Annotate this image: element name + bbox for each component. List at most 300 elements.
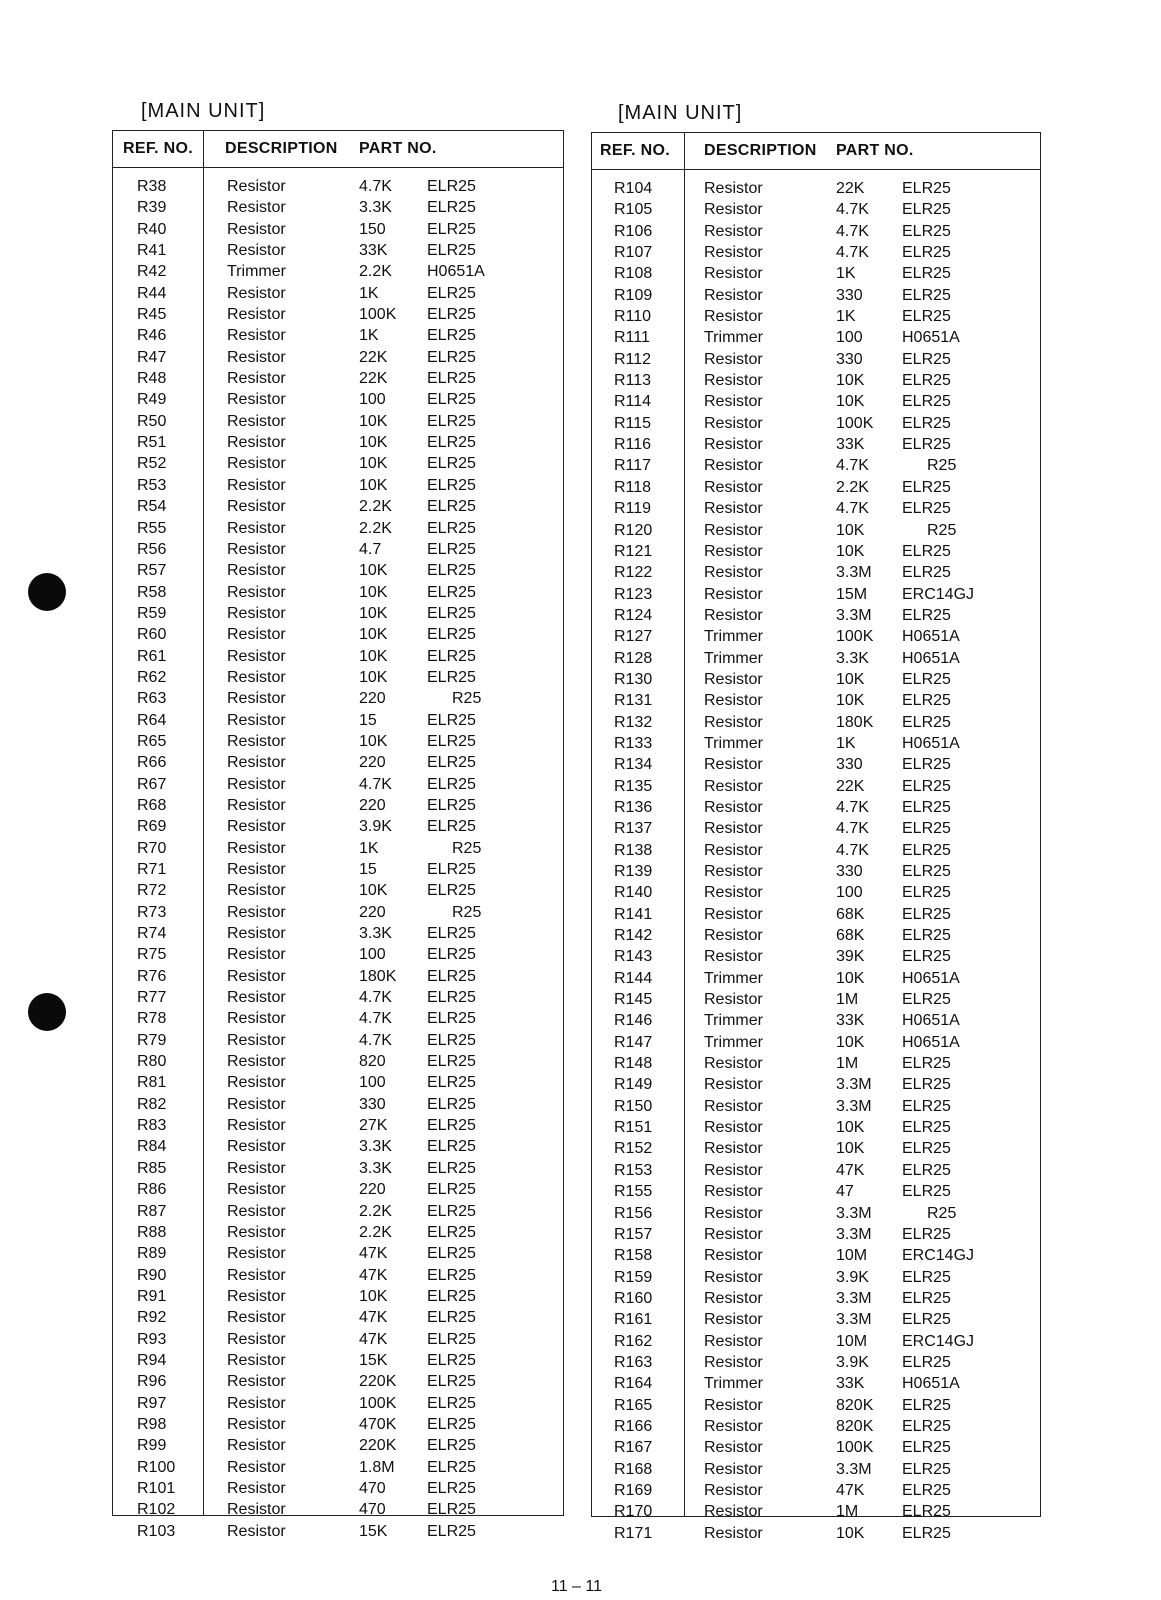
description-cell: Resistor — [227, 519, 286, 537]
value-cell: 4.7K — [836, 222, 869, 240]
value-cell: 3.3M — [836, 1289, 872, 1307]
table-row — [113, 1265, 563, 1286]
ref-no-cell: R105 — [614, 201, 653, 219]
table-row — [592, 1160, 1040, 1181]
ref-no-cell: R123 — [614, 585, 653, 603]
value-cell: 100 — [836, 329, 863, 347]
ref-no-cell: R122 — [614, 564, 653, 582]
value-cell: 220 — [359, 754, 386, 772]
part-no-cell: ELR25 — [902, 670, 951, 688]
description-cell: Resistor — [227, 626, 286, 644]
table-row — [113, 1136, 563, 1157]
table-row — [592, 306, 1040, 327]
description-cell: Resistor — [704, 1247, 763, 1265]
description-cell: Resistor — [704, 1417, 763, 1435]
description-cell: Resistor — [227, 861, 286, 878]
description-cell: Resistor — [704, 820, 763, 838]
description-cell: Resistor — [227, 1458, 286, 1476]
ref-no-cell: R159 — [614, 1268, 653, 1286]
value-cell: 4.7K — [359, 178, 392, 195]
table-row — [113, 197, 563, 218]
ref-no-cell: R46 — [137, 327, 167, 345]
description-cell: Resistor — [227, 562, 286, 580]
table-row — [113, 710, 563, 731]
ref-no-cell: R71 — [137, 861, 167, 878]
part-no-cell: R25 — [927, 1204, 957, 1222]
table-row — [592, 1096, 1040, 1117]
description-cell: Resistor — [227, 882, 286, 900]
part-no-cell: ELR25 — [427, 754, 476, 772]
left-parts-table — [112, 130, 564, 1540]
part-no-cell: ELR25 — [902, 1289, 951, 1307]
ref-no-cell: R109 — [614, 286, 653, 304]
value-cell: 100K — [836, 628, 874, 646]
part-no-cell: H0651A — [902, 734, 960, 752]
description-cell: Resistor — [227, 1010, 286, 1028]
part-no-cell: ELR25 — [427, 1373, 476, 1391]
part-no-cell: H0651A — [902, 969, 960, 987]
description-cell: Resistor — [227, 1181, 286, 1199]
description-cell: Trimmer — [227, 263, 286, 281]
ref-no-header: REF. NO. — [123, 140, 193, 157]
table-row — [592, 1395, 1040, 1416]
description-cell: Resistor — [227, 1330, 286, 1348]
table-row — [592, 327, 1040, 348]
ref-no-cell: R167 — [614, 1439, 653, 1457]
value-cell: 4.7K — [836, 841, 869, 859]
description-cell: Resistor — [227, 711, 286, 729]
description-cell: Resistor — [704, 1460, 763, 1478]
value-cell: 10K — [359, 562, 388, 580]
ref-no-cell: R158 — [614, 1247, 653, 1265]
value-cell: 3.3K — [359, 1138, 392, 1156]
description-cell: Resistor — [227, 1031, 286, 1049]
table-row — [592, 370, 1040, 391]
part-no-cell: ELR25 — [902, 798, 951, 816]
description-cell: Resistor — [227, 903, 286, 921]
ref-no-cell: R61 — [137, 647, 167, 665]
part-no-cell: ELR25 — [902, 927, 951, 945]
value-cell: 68K — [836, 927, 865, 945]
table-row — [113, 838, 563, 859]
value-cell: 10K — [359, 455, 388, 473]
description-cell: Resistor — [227, 220, 286, 238]
ref-no-cell: R145 — [614, 991, 653, 1009]
value-cell: 1K — [836, 265, 856, 283]
description-cell: Resistor — [704, 244, 763, 262]
part-no-cell: ELR25 — [427, 967, 476, 985]
description-cell: Resistor — [704, 713, 763, 731]
table-row — [592, 1074, 1040, 1095]
right-parts-table — [591, 132, 1041, 1542]
ref-no-cell: R65 — [137, 732, 167, 750]
ref-no-cell: R70 — [137, 839, 167, 857]
value-cell: 33K — [359, 242, 388, 260]
ref-no-cell: R48 — [137, 370, 167, 388]
part-no-cell: ELR25 — [427, 455, 476, 473]
description-cell: Resistor — [704, 521, 763, 539]
ref-no-cell: R99 — [137, 1437, 167, 1455]
description-cell: Resistor — [704, 756, 763, 774]
description-cell: Resistor — [704, 606, 763, 624]
part-no-cell: ELR25 — [902, 1353, 951, 1371]
ref-no-cell: R114 — [614, 393, 652, 411]
value-cell: 1M — [836, 1503, 859, 1521]
table-row — [592, 1032, 1040, 1053]
value-cell: 22K — [359, 348, 388, 366]
ref-no-cell: R96 — [137, 1373, 167, 1391]
value-cell: 3.3K — [359, 1159, 392, 1177]
description-cell: Resistor — [704, 1311, 763, 1329]
ref-no-cell: R44 — [137, 284, 167, 302]
part-no-cell: ELR25 — [902, 777, 951, 795]
value-cell: 10K — [836, 372, 865, 390]
value-cell: 10K — [359, 604, 388, 622]
table-row — [113, 1222, 563, 1243]
table-row — [113, 1435, 563, 1456]
part-no-cell: ELR25 — [902, 884, 951, 902]
part-no-cell: ELR25 — [902, 1140, 951, 1158]
table-row — [592, 391, 1040, 412]
description-cell: Resistor — [227, 1138, 286, 1156]
description-cell: Resistor — [704, 1503, 763, 1521]
ref-no-cell: R91 — [137, 1287, 167, 1305]
ref-no-cell: R57 — [137, 562, 167, 580]
ref-no-cell: R155 — [614, 1183, 653, 1201]
ref-no-cell: R151 — [614, 1119, 653, 1137]
part-no-cell: ERC14GJ — [902, 585, 975, 603]
description-cell: Resistor — [227, 1095, 286, 1113]
part-no-cell: ELR25 — [427, 775, 476, 793]
table-row — [592, 968, 1040, 989]
ref-no-cell: R60 — [137, 626, 167, 644]
description-cell: Resistor — [704, 542, 763, 560]
part-no-cell: ELR25 — [427, 1245, 476, 1263]
value-cell: 3.3K — [836, 649, 869, 667]
part-no-cell: ELR25 — [427, 1202, 476, 1220]
table-row — [592, 562, 1040, 583]
table-row — [113, 944, 563, 965]
description-cell: Resistor — [227, 434, 286, 452]
table-row — [592, 754, 1040, 775]
table-row — [592, 946, 1040, 967]
part-no-cell: ELR25 — [902, 564, 951, 582]
part-no-cell: ELR25 — [427, 1458, 476, 1476]
value-cell: 2.2K — [359, 263, 392, 281]
ref-no-cell: R89 — [137, 1245, 167, 1263]
table-row — [113, 261, 563, 282]
description-cell: Resistor — [227, 1223, 286, 1241]
table-row — [592, 520, 1040, 541]
ref-no-cell: R84 — [137, 1138, 167, 1156]
ref-no-cell: R110 — [614, 308, 652, 326]
description-cell: Resistor — [704, 863, 763, 880]
table-row — [113, 1393, 563, 1414]
table-row — [113, 987, 563, 1008]
part-no-cell: ELR25 — [427, 220, 476, 238]
description-cell: Resistor — [227, 1501, 286, 1519]
value-cell: 22K — [836, 777, 865, 795]
description-cell: Resistor — [227, 647, 286, 665]
part-no-cell: R25 — [452, 690, 482, 708]
value-cell: 330 — [836, 863, 863, 880]
ref-no-cell: R40 — [137, 220, 167, 238]
ref-no-cell: R38 — [137, 178, 167, 195]
ref-no-cell: R144 — [614, 969, 653, 987]
part-no-cell: ELR25 — [427, 540, 476, 558]
part-no-cell: ELR25 — [427, 498, 476, 516]
table-row — [592, 455, 1040, 476]
ref-no-cell: R146 — [614, 1012, 653, 1030]
part-no-cell: ELR25 — [902, 606, 951, 624]
value-cell: 15 — [359, 861, 377, 878]
part-no-cell: ELR25 — [902, 1183, 951, 1201]
table-row — [113, 880, 563, 901]
part-no-cell: H0651A — [902, 1375, 960, 1393]
value-cell: 1M — [836, 1055, 859, 1073]
description-cell: Resistor — [704, 777, 763, 795]
part-no-cell: ELR25 — [902, 713, 951, 731]
description-cell: Resistor — [227, 946, 286, 964]
table-row — [113, 582, 563, 603]
description-cell: Resistor — [227, 925, 286, 943]
description-cell: Resistor — [704, 927, 763, 945]
description-cell: Resistor — [704, 1396, 763, 1414]
ref-no-cell: R67 — [137, 775, 167, 793]
value-cell: 2.2K — [836, 478, 869, 496]
ref-no-cell: R83 — [137, 1117, 167, 1135]
value-cell: 10K — [836, 670, 865, 688]
table-row — [592, 285, 1040, 306]
table-row — [113, 731, 563, 752]
part-no-cell: ELR25 — [427, 1223, 476, 1241]
description-cell: Resistor — [704, 585, 763, 603]
part-no-cell: ELR25 — [902, 265, 951, 283]
ref-no-cell: R115 — [614, 414, 652, 432]
part-no-cell: ELR25 — [427, 711, 476, 729]
value-cell: 330 — [359, 1095, 386, 1113]
table-row — [592, 840, 1040, 861]
description-cell: Resistor — [227, 1266, 286, 1284]
value-cell: 33K — [836, 1012, 865, 1030]
part-no-cell: H0651A — [427, 263, 485, 281]
value-cell: 10K — [359, 732, 388, 750]
part-no-cell: ELR25 — [902, 948, 951, 966]
description-cell: Resistor — [704, 948, 763, 966]
table-row — [592, 989, 1040, 1010]
part-no-cell: ELR25 — [427, 1330, 476, 1348]
part-no-cell: ELR25 — [427, 1287, 476, 1305]
ref-no-cell: R135 — [614, 777, 653, 795]
ref-no-cell: R90 — [137, 1266, 167, 1284]
ref-no-cell: R42 — [137, 263, 167, 281]
table-row — [592, 626, 1040, 647]
part-no-cell: R25 — [927, 521, 957, 539]
right-table-rows — [592, 178, 1040, 1544]
value-cell: 68K — [836, 905, 865, 923]
ref-no-cell: R39 — [137, 199, 167, 217]
description-cell: Resistor — [227, 796, 286, 814]
value-cell: 100 — [359, 946, 386, 964]
value-cell: 27K — [359, 1117, 388, 1135]
ref-no-cell: R124 — [614, 606, 653, 624]
value-cell: 1K — [359, 327, 379, 345]
description-cell: Resistor — [704, 1204, 763, 1222]
value-cell: 2.2K — [359, 498, 392, 516]
value-cell: 10K — [359, 583, 388, 601]
value-cell: 220 — [359, 690, 386, 708]
table-row — [113, 1051, 563, 1072]
table-row — [113, 752, 563, 773]
ref-no-cell: R134 — [614, 756, 653, 774]
description-cell: Resistor — [227, 690, 286, 708]
part-no-cell: ELR25 — [427, 1181, 476, 1199]
value-cell: 15K — [359, 1522, 388, 1540]
ref-no-cell: R107 — [614, 244, 653, 262]
part-no-cell: H0651A — [902, 1012, 960, 1030]
table-row — [592, 221, 1040, 242]
part-no-cell: ELR25 — [902, 286, 951, 304]
part-no-cell: ELR25 — [427, 1501, 476, 1519]
value-cell: 3.3M — [836, 564, 872, 582]
value-cell: 220K — [359, 1437, 397, 1455]
ref-no-cell: R94 — [137, 1351, 167, 1369]
description-cell: Trimmer — [704, 1033, 763, 1051]
ref-no-cell: R166 — [614, 1417, 653, 1435]
description-cell: Resistor — [704, 222, 763, 240]
table-row — [592, 1501, 1040, 1522]
table-row — [592, 925, 1040, 946]
part-no-cell: ELR25 — [427, 178, 476, 195]
ref-no-cell: R76 — [137, 967, 167, 985]
ref-no-cell: R101 — [137, 1479, 176, 1497]
part-no-cell: ELR25 — [427, 1415, 476, 1433]
ref-no-cell: R106 — [614, 222, 653, 240]
part-no-cell: ELR25 — [427, 1479, 476, 1497]
table-row — [592, 797, 1040, 818]
part-no-cell: ELR25 — [902, 500, 951, 518]
value-cell: 4.7K — [359, 989, 392, 1007]
ref-no-cell: R47 — [137, 348, 167, 366]
table-row — [113, 453, 563, 474]
value-cell: 3.3M — [836, 1225, 872, 1243]
ref-no-cell: R157 — [614, 1225, 653, 1243]
ref-no-cell: R51 — [137, 434, 167, 452]
value-cell: 22K — [359, 370, 388, 388]
ref-no-cell: R142 — [614, 927, 653, 945]
description-cell: Resistor — [704, 286, 763, 304]
table-row — [592, 712, 1040, 733]
ref-no-cell: R86 — [137, 1181, 167, 1199]
part-no-cell: ELR25 — [427, 562, 476, 580]
table-row — [113, 240, 563, 261]
ref-no-header: REF. NO. — [600, 142, 670, 159]
ref-no-cell: R119 — [614, 500, 652, 518]
table-row — [113, 667, 563, 688]
part-no-cell: ELR25 — [427, 1309, 476, 1327]
part-no-cell: ELR25 — [902, 991, 951, 1009]
description-cell: Resistor — [704, 350, 763, 368]
value-cell: 4.7K — [836, 244, 869, 262]
table-row — [592, 1523, 1040, 1544]
ref-no-cell: R137 — [614, 820, 653, 838]
value-cell: 4.7K — [836, 201, 869, 219]
part-no-cell: ELR25 — [902, 1076, 951, 1094]
ref-no-cell: R139 — [614, 863, 653, 880]
ref-no-cell: R55 — [137, 519, 167, 537]
value-cell: 47K — [359, 1309, 388, 1327]
ref-no-cell: R54 — [137, 498, 167, 516]
left-table-rows — [113, 176, 563, 1542]
description-cell: Resistor — [227, 967, 286, 985]
table-row — [113, 347, 563, 368]
ref-no-cell: R103 — [137, 1522, 176, 1540]
ref-no-cell: R79 — [137, 1031, 167, 1049]
value-cell: 470 — [359, 1479, 386, 1497]
value-cell: 820K — [836, 1396, 874, 1414]
part-no-cell: ELR25 — [902, 905, 951, 923]
description-cell: Resistor — [227, 370, 286, 388]
table-row — [113, 1201, 563, 1222]
description-cell: Resistor — [704, 841, 763, 859]
description-cell: Resistor — [227, 476, 286, 494]
description-cell: Resistor — [704, 564, 763, 582]
table-row — [113, 432, 563, 453]
ref-no-cell: R72 — [137, 882, 167, 900]
value-cell: 100K — [836, 1439, 874, 1457]
description-cell: Resistor — [704, 1183, 763, 1201]
part-no-cell: ELR25 — [902, 1439, 951, 1457]
description-cell: Resistor — [704, 393, 763, 411]
value-cell: 15 — [359, 711, 377, 729]
table-row — [592, 1288, 1040, 1309]
description-cell: Trimmer — [704, 628, 763, 646]
description-cell: Resistor — [227, 583, 286, 601]
value-cell: 2.2K — [359, 1223, 392, 1241]
part-no-header: PART NO. — [359, 140, 437, 157]
value-cell: 15K — [359, 1351, 388, 1369]
part-no-cell: ELR25 — [902, 756, 951, 774]
value-cell: 100K — [359, 1394, 397, 1412]
part-no-cell: H0651A — [902, 649, 960, 667]
value-cell: 4.7K — [836, 500, 869, 518]
description-cell: Resistor — [704, 1140, 763, 1158]
description-cell: Resistor — [227, 754, 286, 772]
part-no-cell: ELR25 — [902, 244, 951, 262]
ref-no-cell: R140 — [614, 884, 653, 902]
part-no-cell: ELR25 — [427, 1394, 476, 1412]
table-row — [592, 1203, 1040, 1224]
value-cell: 180K — [359, 967, 397, 985]
table-row — [592, 605, 1040, 626]
value-cell: 100 — [836, 884, 863, 902]
part-no-cell: ELR25 — [902, 1055, 951, 1073]
table-row — [592, 1267, 1040, 1288]
table-header — [592, 133, 1040, 170]
value-cell: 820 — [359, 1053, 386, 1071]
value-cell: 1.8M — [359, 1458, 395, 1476]
value-cell: 10K — [359, 476, 388, 494]
description-cell: Resistor — [704, 308, 763, 326]
table-row — [113, 411, 563, 432]
ref-no-cell: R118 — [614, 478, 652, 496]
value-cell: 47 — [836, 1183, 854, 1201]
part-no-cell: ELR25 — [902, 1161, 951, 1179]
ref-no-cell: R97 — [137, 1394, 167, 1412]
ref-no-cell: R58 — [137, 583, 167, 601]
part-no-cell: ELR25 — [427, 1522, 476, 1540]
part-no-cell: ELR25 — [427, 732, 476, 750]
